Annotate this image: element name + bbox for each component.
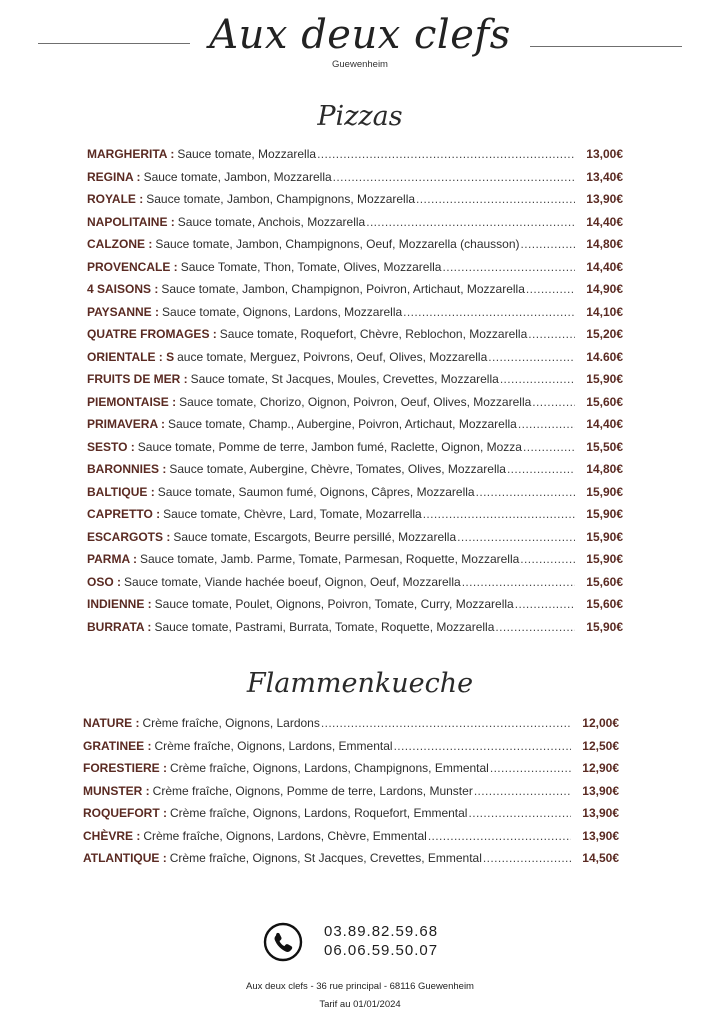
flammenkueche-section-title: Flammenkueche [246,668,474,699]
item-description: Crème fraîche, Oignons, Lardons, Chèvre, Emmental [143,828,427,843]
item-leader-dots [416,192,575,206]
item-leader-dots [394,739,571,753]
item-price: 15,90€ [586,484,623,499]
item-price: 13,90€ [582,783,619,798]
menu-item [87,507,623,530]
item-leader-dots [515,597,575,611]
item-name: CHÈVRE : [83,828,141,843]
item-description: Crème fraîche, Oignons, St Jacques, Crevettes, Emmental [169,851,482,865]
item-leader-dots [442,260,575,274]
menu-item [87,597,623,620]
item-name: ORIENTALE : S [87,349,175,364]
item-name: OSO : [87,574,122,589]
menu-item [83,761,619,784]
item-name: SESTO : [87,439,135,454]
item-name: PARMA : [87,552,137,566]
item-description: Sauce tomate, Anchois, Mozzarella [177,214,366,229]
item-price: 12,90€ [582,761,619,775]
item-price: 14,40€ [586,259,623,274]
item-name: REGINA : [87,169,141,184]
item-description: auce tomate, Merguez, Poivrons, Oeuf, Olives, Mozzarella [177,349,488,364]
item-leader-dots [526,282,575,296]
item-price: 15,90€ [586,372,623,386]
item-price: 14,80€ [586,237,623,251]
item-name: BURRATA : [87,619,152,634]
item-price: 14,40€ [586,417,623,431]
item-leader-dots [468,806,571,820]
item-price: 15,90€ [586,507,623,521]
phone-icon [263,922,303,962]
item-description: Sauce Tomate, Thon, Tomate, Olives, Mozzarella [180,259,442,274]
flammenkueche-menu-list [83,716,619,874]
menu-item [87,192,623,215]
item-name: MARGHERITA : [87,147,175,161]
item-leader-dots [474,784,571,798]
menu-item [83,806,619,829]
menu-item [83,829,619,852]
item-leader-dots [403,305,575,319]
menu-item [87,327,623,350]
item-description: Sauce tomate, Jamb. Parme, Tomate, Parmesan, Roquette, Mozzarella [140,552,520,566]
phone-numbers [324,922,438,960]
item-price: 15,20€ [586,327,623,341]
item-price: 15,50€ [586,439,623,454]
menu-item [87,462,623,485]
menu-item [83,716,619,739]
item-price: 14,80€ [586,462,623,476]
menu-item [83,851,619,874]
item-name: ROYALE : [87,192,144,206]
menu-item [83,739,619,762]
item-description: Sauce tomate, Jambon, Champignon, Poivron, Artichaut, Mozzarella [161,282,525,296]
menu-item [87,575,623,598]
item-leader-dots [366,215,575,229]
item-price: 14,40€ [586,214,623,229]
item-leader-dots [428,829,571,843]
item-description: Sauce tomate, Pomme de terre, Jambon fumé, Raclette, Oignon, Mozza [137,439,522,454]
item-name: INDIENNE : [87,597,152,611]
item-name: PRIMAVERA : [87,417,165,431]
menu-item [87,395,623,418]
item-price: 13,90€ [582,828,619,843]
item-leader-dots [321,716,571,730]
menu-item [87,372,623,395]
item-description: Sauce tomate, Jambon, Champignons, Oeuf, Mozzarella (chausson) [155,237,520,251]
item-name: ROQUEFORT : [83,806,167,820]
item-description: Crème fraîche, Oignons, Lardons [142,716,320,730]
item-name: PROVENCALE : [87,259,178,274]
item-name: NAPOLITAINE : [87,214,175,229]
item-description: Sauce tomate, Chèvre, Lard, Tomate, Mozarrella [163,507,422,521]
item-name: 4 SAISONS : [87,282,159,296]
item-leader-dots [507,462,575,476]
item-name: PAYSANNE : [87,304,160,319]
item-description: Crème fraîche, Oignons, Pomme de terre, Lardons, Munster [152,783,473,798]
item-leader-dots [317,147,575,161]
menu-item [87,170,623,193]
item-name: ATLANTIQUE : [83,851,167,865]
item-leader-dots [490,761,571,775]
phone-number-landline[interactable]: 03.89.82.59.68 [324,923,439,940]
item-price: 13,90€ [586,192,623,206]
item-description: Sauce tomate, Mozzarella [177,147,317,161]
item-name: GRATINEE : [83,738,152,753]
item-description: Sauce tomate, Saumon fumé, Oignons, Câpres, Mozzarella [157,484,475,499]
menu-item [87,237,623,260]
item-description: Sauce tomate, Aubergine, Chèvre, Tomates, Olives, Mozzarella [169,462,506,476]
menu-item [87,260,623,283]
item-leader-dots [523,440,575,454]
item-price: 14.60€ [586,349,623,364]
item-description: Sauce tomate, Jambon, Mozzarella [143,169,332,184]
item-price: 13,40€ [586,169,623,184]
item-name: ESCARGOTS : [87,529,171,544]
item-description: Sauce tomate, Viande hachée boeuf, Oignon, Oeuf, Mozzarella [124,574,461,589]
item-description: Sauce tomate, Chorizo, Oignon, Poivron, Oeuf, Olives, Mozzarella [179,394,532,409]
item-leader-dots [500,372,575,386]
item-description: Sauce tomate, Jambon, Champignons, Mozzarella [146,192,416,206]
item-price: 15,60€ [586,597,623,611]
item-name: FRUITS DE MER : [87,372,188,386]
item-description: Sauce tomate, Pastrami, Burrata, Tomate, Roquette, Mozzarella [154,619,495,634]
menu-item [87,620,623,643]
menu-item [87,282,623,305]
menu-item [87,552,623,575]
item-price: 13,00€ [586,147,623,161]
item-leader-dots [532,395,575,409]
item-description: Sauce tomate, Escargots, Beurre persillé, Mozzarella [173,529,457,544]
item-name: NATURE : [83,716,140,730]
phone-number-mobile[interactable]: 06.06.59.50.07 [324,942,439,959]
item-price: 14,50€ [582,851,619,865]
menu-item [87,417,623,440]
item-price: 15,90€ [586,552,623,566]
item-description: Sauce tomate, St Jacques, Moules, Crevettes, Mozzarella [190,372,499,386]
tariff-date: Tarif au 01/01/2024 [319,999,401,1010]
item-name: MUNSTER : [83,783,150,798]
item-name: CALZONE : [87,237,153,251]
item-name: QUATRE FROMAGES : [87,327,217,341]
pizza-menu-list [87,147,623,642]
item-leader-dots [457,530,575,544]
item-price: 15,60€ [586,394,623,409]
restaurant-logo-title: Aux deux clefs [209,12,511,58]
item-name: CAPRETTO : [87,507,161,521]
item-price: 15,90€ [586,619,623,634]
menu-item [87,350,623,373]
menu-item [87,147,623,170]
item-leader-dots [521,237,575,251]
menu-item [87,440,623,463]
menu-item [83,784,619,807]
item-name: BALTIQUE : [87,484,155,499]
item-leader-dots [483,851,571,865]
item-price: 13,90€ [582,806,619,820]
item-description: Crème fraîche, Oignons, Lardons, Champignons, Emmental [170,761,489,775]
menu-item [87,305,623,328]
restaurant-address: Aux deux clefs - 36 rue principal - 68116 Guewenheim [246,981,474,992]
item-leader-dots [462,575,575,589]
item-leader-dots [488,350,575,364]
item-leader-dots [333,170,575,184]
item-price: 15,60€ [586,574,623,589]
item-leader-dots [476,485,575,499]
item-description: Sauce tomate, Roquefort, Chèvre, Reblochon, Mozzarella [219,327,528,341]
item-price: 12,50€ [582,738,619,753]
item-leader-dots [423,507,575,521]
item-description: Sauce tomate, Champ., Aubergine, Poivron, Artichaut, Mozzarella [168,417,517,431]
item-description: Crème fraîche, Oignons, Lardons, Emmental [154,738,393,753]
item-name: BARONNIES : [87,462,167,476]
menu-item [87,485,623,508]
item-price: 14,10€ [586,304,623,319]
item-price: 12,00€ [582,716,619,730]
item-description: Sauce tomate, Oignons, Lardons, Mozzarella [162,304,403,319]
item-name: PIEMONTAISE : [87,394,177,409]
restaurant-town: Guewenheim [332,59,388,70]
item-leader-dots [518,417,575,431]
menu-item [87,530,623,553]
item-leader-dots [520,552,575,566]
item-leader-dots [495,620,575,634]
item-price: 14,90€ [586,282,623,296]
item-description: Sauce tomate, Poulet, Oignons, Poivron, Tomate, Curry, Mozzarella [154,597,514,611]
item-name: FORESTIERE : [83,761,168,775]
item-leader-dots [528,327,575,341]
item-description: Crème fraîche, Oignons, Lardons, Roquefort, Emmental [170,806,468,820]
pizzas-section-title: Pizzas [317,101,403,132]
item-price: 15,90€ [586,529,623,544]
menu-item [87,215,623,238]
